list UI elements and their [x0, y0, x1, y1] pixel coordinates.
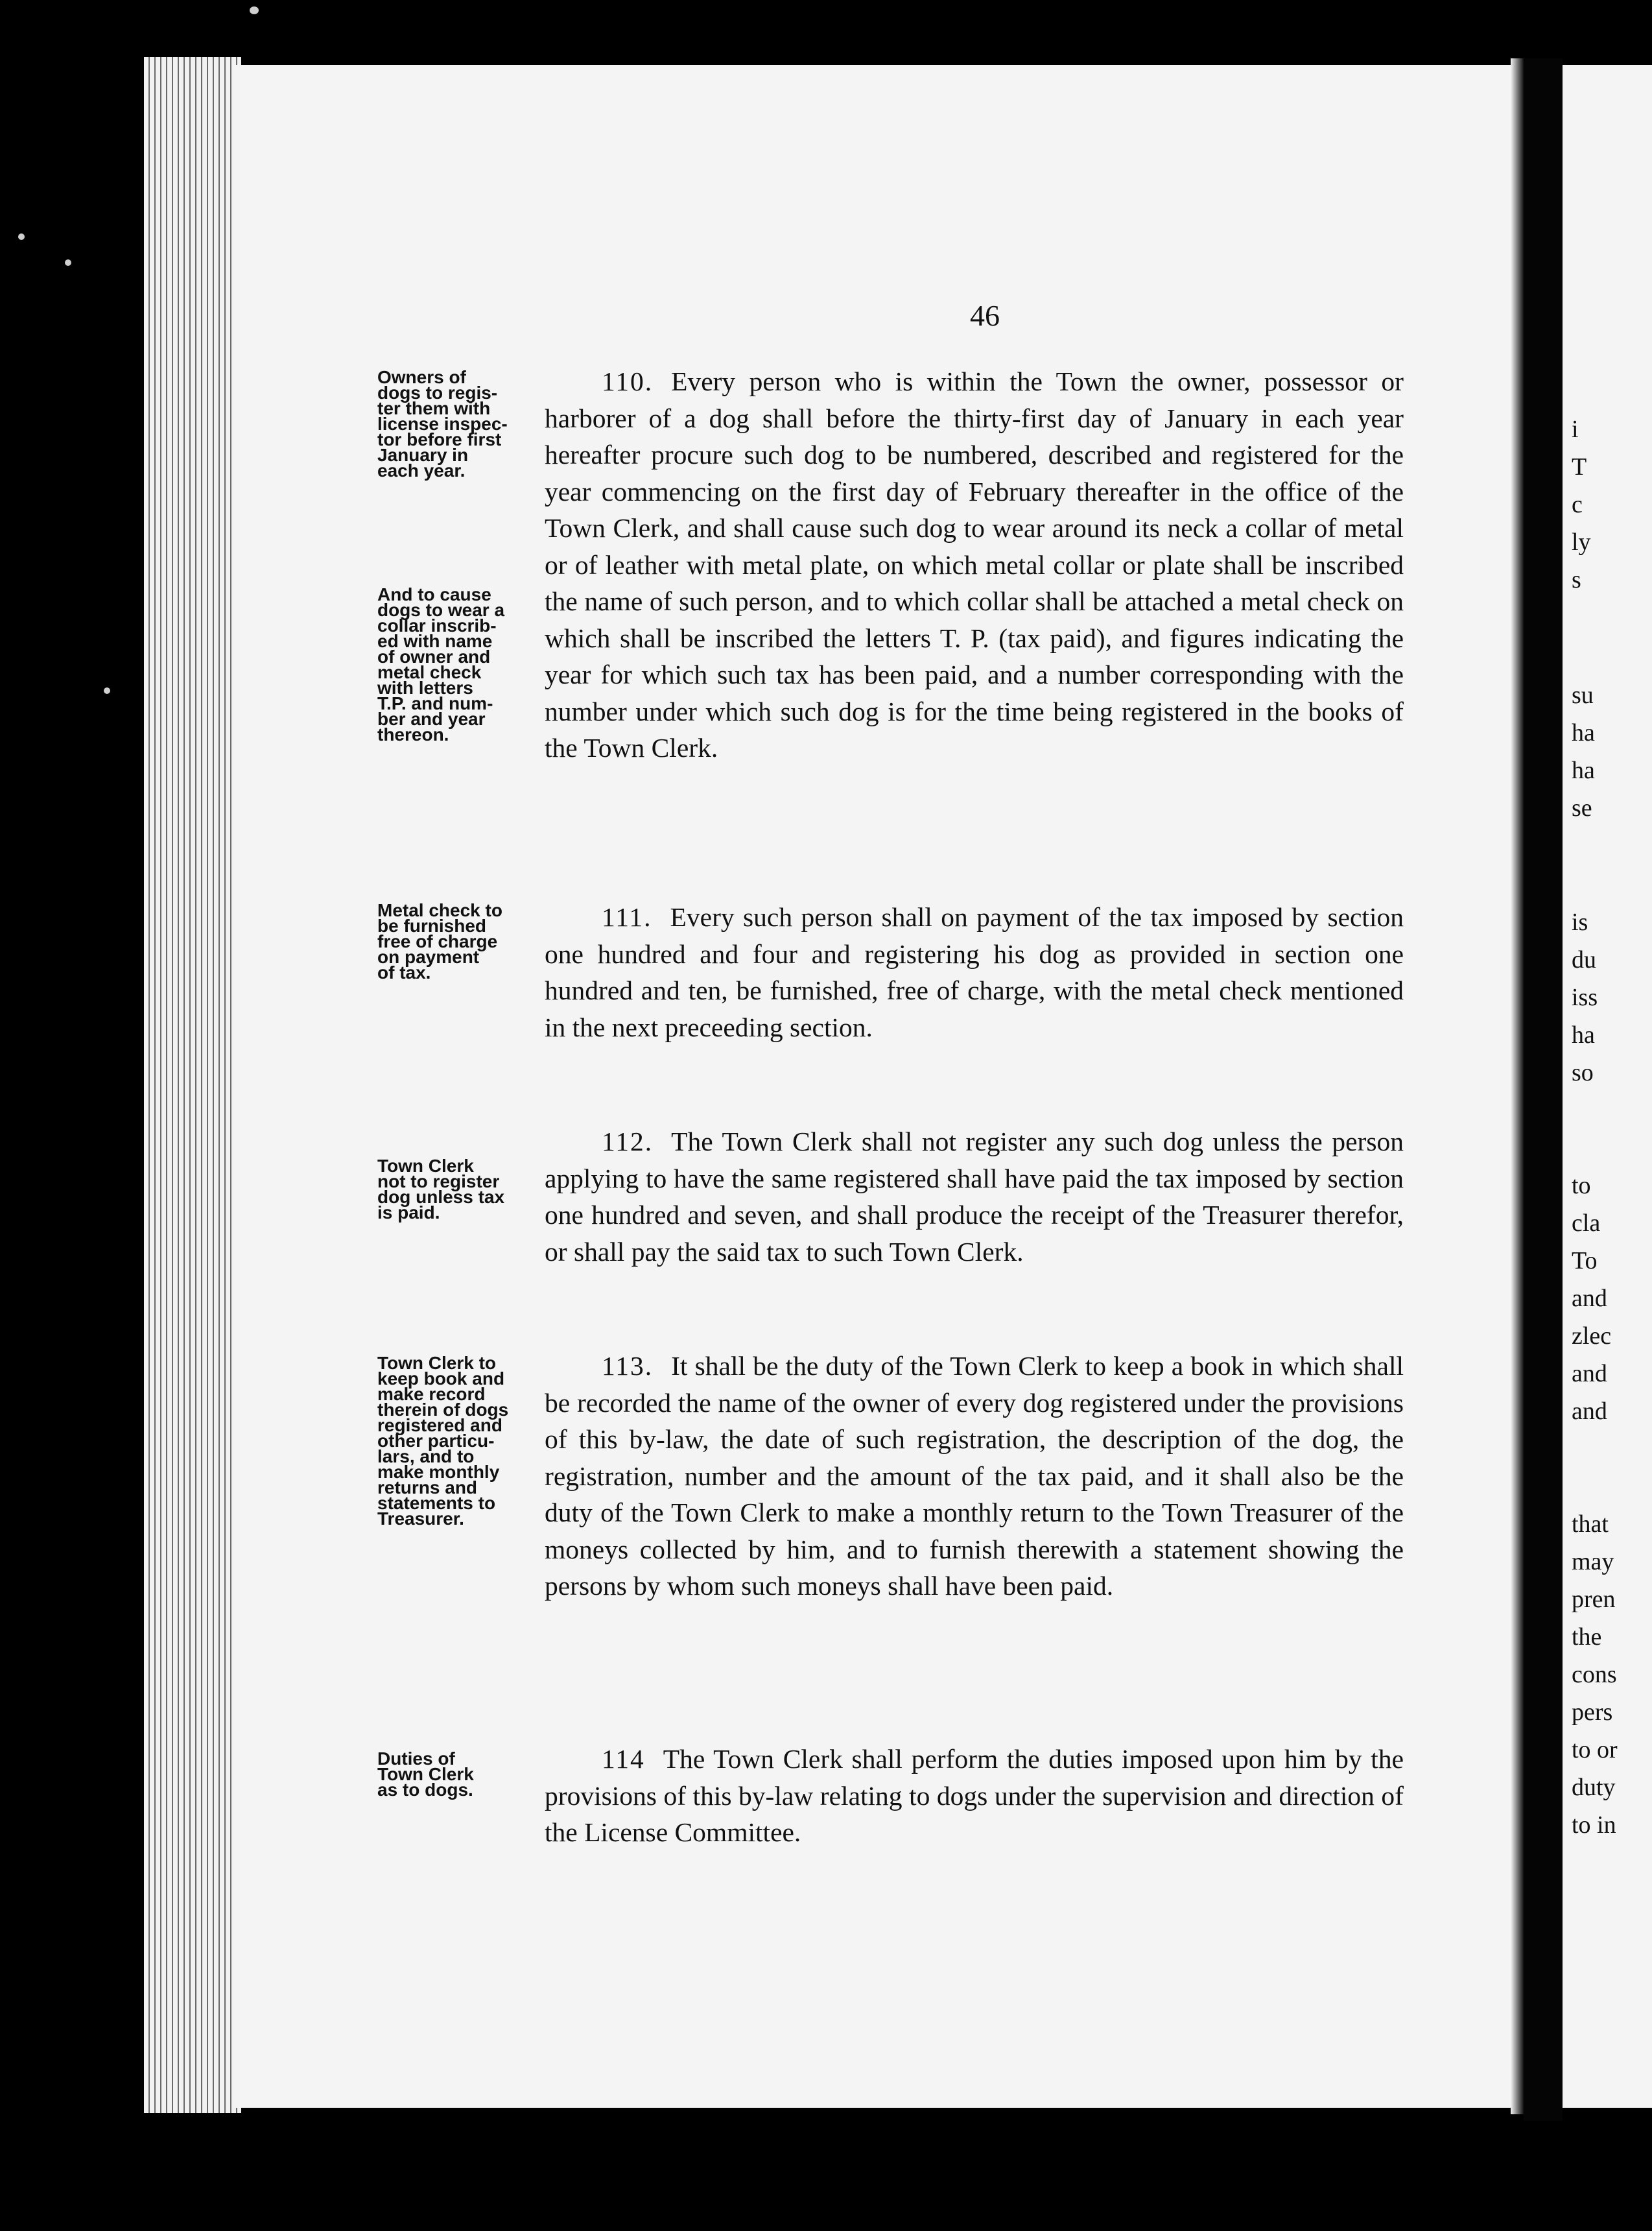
section-text: Every person who is within the Town the owner, possessor or harborer of a dog shall before the thirty-first day of January in each year hereafter procure such dog to be numbered, described and registered for the year commencing on the first day of February thereafter in the office of the Town Clerk, and shall cause such dog to wear around its neck a collar of metal or of leather with metal plate, on which metal collar or plate shall be inscribed the name of such person, and to which collar shall be attached a metal check on which shall be inscribed the letters T. P. (tax paid), and figures indicating the year for which such tax has been paid, and a number corresponding with the number under which such dog is for the time being registered in the books of the Town Clerk. — [545, 366, 1404, 763]
facing-fragment: ly — [1572, 529, 1591, 556]
facing-page — [1563, 65, 1652, 2108]
facing-fragment: T — [1572, 453, 1587, 481]
facing-fragment: may — [1572, 1548, 1614, 1575]
section-113 — [545, 1348, 1404, 1605]
margin-note-113: Town Clerk to keep book and make record therein of dogs registered and other particu- lars, and to make monthly returns and statements to Treasurer. — [377, 1353, 509, 1529]
section-text: The Town Clerk shall perform the duties imposed upon him by the provisions of this by-law relating to dogs under the supervision and direction of the License Committee. — [545, 1744, 1404, 1847]
facing-fragment: to — [1572, 1172, 1591, 1199]
facing-fragment: duty — [1572, 1774, 1616, 1801]
facing-fragment: iss — [1572, 984, 1598, 1011]
facing-fragment: and — [1572, 1360, 1607, 1387]
section-text: Every such person shall on payment of the tax imposed by section one hundred and four and registering his dog as provided in section one hundred and ten, be furnished, free of charge, with the metal check mentioned in the next preceeding section. — [545, 902, 1404, 1042]
facing-fragment: s — [1572, 566, 1581, 593]
section-111 — [545, 899, 1404, 1045]
gutter-shadow — [1511, 58, 1524, 2114]
page-number: 46 — [970, 299, 1000, 332]
facing-fragment: zlec — [1572, 1322, 1612, 1350]
facing-fragment: pren — [1572, 1586, 1616, 1613]
margin-note-112: Town Clerk not to register dog unless tax is paid. — [377, 1156, 505, 1223]
section-number: 112. — [602, 1127, 654, 1156]
facing-fragment: so — [1572, 1059, 1594, 1086]
facing-fragment: c — [1572, 491, 1583, 518]
facing-fragment: the — [1572, 1623, 1602, 1651]
facing-fragment: and — [1572, 1398, 1607, 1425]
facing-fragment: i — [1572, 416, 1579, 443]
facing-fragment: ha — [1572, 719, 1595, 746]
section-text: It shall be the duty of the Town Clerk to keep a book in which shall be recorded the name of the owner of every dog registered under the provisions of this by-law, the date of such registration, the description of the dog, the registration, number and the amount of the tax paid, and it shall also be the duty of the Town Clerk to make a monthly return to the Town Treasurer of the moneys collected by him, and to furnish therewith a statement showing the persons by whom such moneys shall have been paid. — [545, 1351, 1404, 1601]
facing-fragment: se — [1572, 794, 1592, 822]
section-110 — [545, 363, 1404, 767]
facing-fragment: ha — [1572, 757, 1595, 784]
facing-fragment: is — [1572, 909, 1588, 936]
facing-fragment: cons — [1572, 1661, 1617, 1688]
section-number: 110. — [602, 366, 654, 396]
scan-speck — [65, 259, 71, 266]
section-number: 114 — [602, 1744, 645, 1774]
section-number: 113. — [602, 1351, 654, 1381]
section-number: 111. — [602, 902, 652, 932]
scan-speck — [104, 687, 110, 694]
facing-fragment: pers — [1572, 1699, 1613, 1726]
margin-note-110: Owners of dogs to regis- ter them with license inspec- tor before first January in each year. — [377, 367, 508, 481]
scan-speck — [18, 233, 25, 240]
facing-fragment: ha — [1572, 1021, 1595, 1049]
margin-note-111: Metal check to be furnished free of charge on payment of tax. — [377, 900, 502, 983]
facing-fragment: su — [1572, 682, 1594, 709]
facing-fragment: to in — [1572, 1811, 1616, 1839]
section-114 — [545, 1741, 1404, 1851]
section-112 — [545, 1123, 1404, 1270]
margin-note-114: Duties of Town Clerk as to dogs. — [377, 1748, 474, 1800]
facing-fragment: du — [1572, 946, 1596, 973]
margin-note-110b: And to cause dogs to wear a collar inscrib- ed with name of owner and metal check with letters T.P. and num- ber and year thereon. — [377, 584, 505, 745]
book-gutter — [1524, 58, 1563, 2121]
book-page-edges — [144, 57, 241, 2113]
facing-fragment: and — [1572, 1285, 1607, 1312]
facing-fragment: to or — [1572, 1736, 1618, 1763]
section-text: The Town Clerk shall not register any such dog unless the person applying to have the same registered shall have paid the tax imposed by section one hundred and seven, and shall produce the receipt of the Treasurer therefor, or shall pay the said tax to such Town Clerk. — [545, 1127, 1404, 1267]
facing-fragment: cla — [1572, 1210, 1601, 1237]
facing-fragment: To — [1572, 1247, 1598, 1274]
facing-fragment: that — [1572, 1510, 1609, 1538]
scan-speck — [250, 6, 259, 14]
